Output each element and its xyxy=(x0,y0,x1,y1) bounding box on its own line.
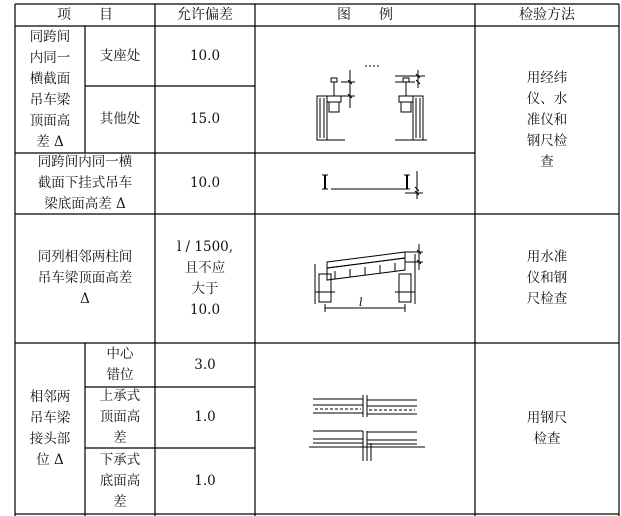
sub-line: 错位 xyxy=(106,367,134,383)
label-adjacent-columns xyxy=(15,214,155,343)
label-line: 吊车梁 xyxy=(29,91,71,108)
method-line: 准仪和 xyxy=(526,111,568,128)
sub-bottom-bearing xyxy=(85,448,155,514)
header-item: 项 目 xyxy=(57,6,113,23)
label-line: 差 Δ xyxy=(36,133,64,150)
sub-center-offset xyxy=(85,343,155,387)
figure-beam-joint xyxy=(255,343,475,514)
tol-adjacent-columns xyxy=(155,214,255,343)
method-line: 仪、水 xyxy=(526,90,568,107)
tol-center-offset: 3.0 xyxy=(194,356,216,373)
label-line: Δ xyxy=(80,291,90,307)
tol-line: l / 1500, xyxy=(176,238,234,255)
method-line: 用钢尺 xyxy=(526,409,568,426)
tol-line: 且不应 xyxy=(184,259,226,276)
figure-adjacent-columns xyxy=(255,214,475,343)
sub-top-bearing xyxy=(85,387,155,448)
label-joint xyxy=(15,343,85,514)
label-same-span-bottom xyxy=(15,153,155,214)
tol-other: 15.0 xyxy=(189,111,221,127)
label-line: 内同一 xyxy=(29,49,71,66)
sub-support: 支座处 xyxy=(99,47,141,64)
method-theodolite xyxy=(475,26,619,214)
sub-line: 中心 xyxy=(106,346,134,362)
header-method: 检验方法 xyxy=(519,6,575,23)
tol-same-span-bottom: 10.0 xyxy=(189,175,221,191)
method-line: 用经纬 xyxy=(526,69,568,86)
method-line: 用水准 xyxy=(526,249,568,265)
method-level xyxy=(475,214,619,343)
sub-other: 其他处 xyxy=(99,111,141,127)
sub-line: 上承式 xyxy=(99,388,141,404)
label-line: 吊车梁顶面高差 xyxy=(37,270,133,286)
label-line: 同跨间内同一横 xyxy=(37,154,133,170)
figure-same-span-cross-section xyxy=(255,26,475,153)
label-line: 吊车梁 xyxy=(29,409,71,426)
tol-line: 10.0 xyxy=(189,301,221,318)
figure-span-label: l xyxy=(359,296,363,309)
tol-top-bearing: 1.0 xyxy=(194,409,216,425)
label-line: 相邻两 xyxy=(29,388,71,405)
figure-hanging-beam xyxy=(255,153,475,214)
label-line: 接头部 xyxy=(29,430,71,447)
sub-line: 底面高 xyxy=(99,472,141,489)
label-same-span-top xyxy=(15,26,85,153)
sub-line: 下承式 xyxy=(99,451,141,468)
label-line: 顶面高 xyxy=(29,112,71,129)
tol-bottom-bearing: 1.0 xyxy=(194,472,216,489)
sub-line: 顶面高 xyxy=(99,409,141,425)
method-line: 查 xyxy=(540,153,554,170)
method-line: 钢尺检 xyxy=(526,132,568,149)
label-line: 梁底面高差 Δ xyxy=(44,196,126,212)
sub-line: 差 xyxy=(113,430,127,446)
tol-support: 10.0 xyxy=(189,47,221,64)
label-line: 同列相邻两柱间 xyxy=(37,249,133,265)
label-line: 截面下挂式吊车 xyxy=(37,175,133,191)
header-figure: 图 例 xyxy=(337,6,393,23)
tol-line: 大于 xyxy=(191,280,219,297)
method-line: 仪和钢 xyxy=(526,270,568,286)
label-line: 同跨间 xyxy=(29,28,71,45)
header-tolerance: 允许偏差 xyxy=(177,6,233,23)
label-line: 横截面 xyxy=(29,70,71,87)
method-line: 检查 xyxy=(533,430,561,447)
sub-line: 差 xyxy=(113,493,127,510)
method-tape xyxy=(475,343,619,514)
label-line: 位 Δ xyxy=(36,451,64,468)
method-line: 尺检查 xyxy=(526,291,568,307)
